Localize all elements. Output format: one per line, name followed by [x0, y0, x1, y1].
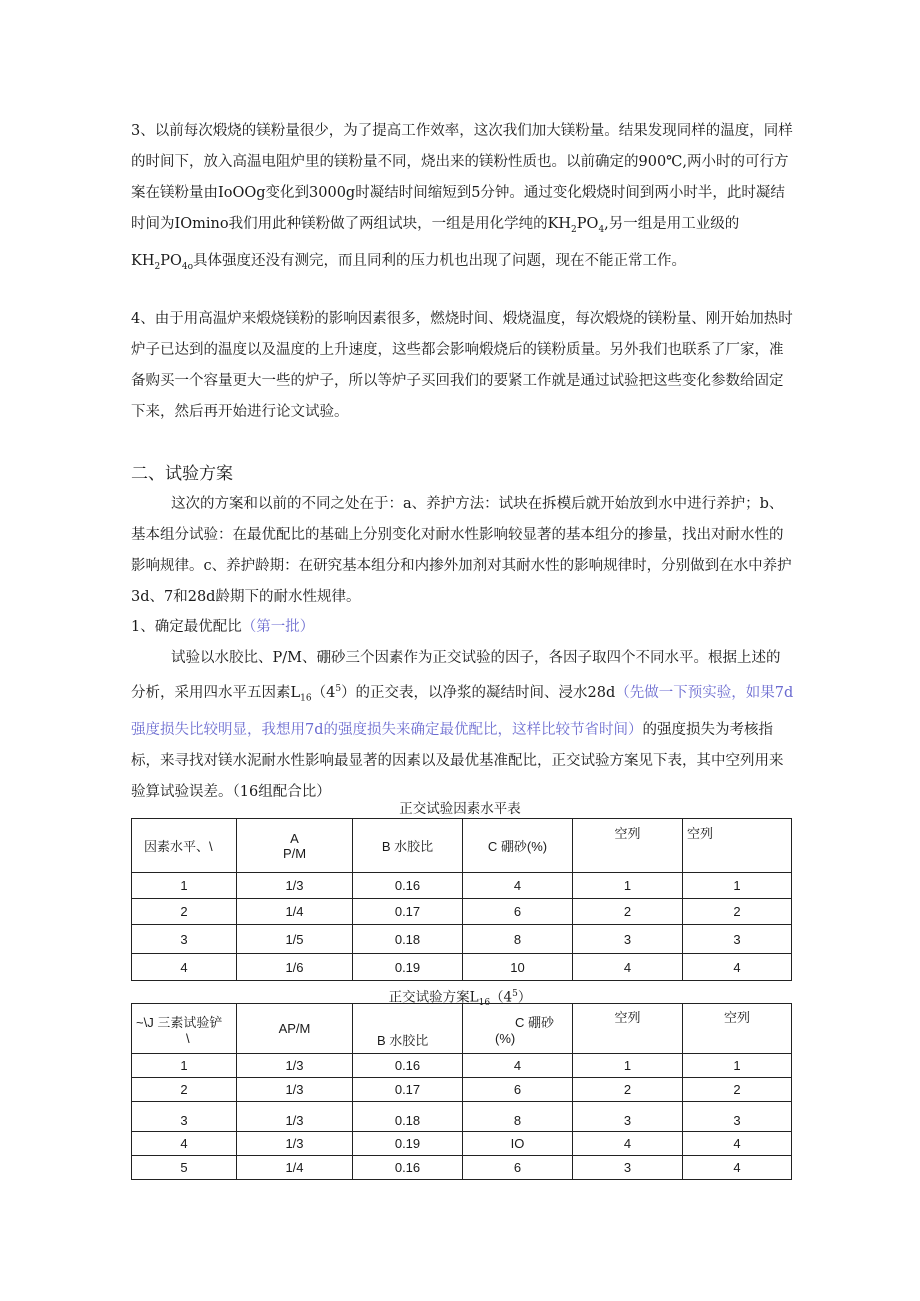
table1-cell: 1/5 — [237, 925, 353, 954]
table2-cell: 4 — [683, 1156, 792, 1180]
paragraph-4: 4、由于用高温炉来煅烧镁粉的影响因素很多，燃烧时间、煅烧温度，每次煅烧的镁粉量、刚开始加热时炉子已达到的温度以及温度的上升速度，这些都会影响煅烧后的镁粉质量。另外我们也联系了厂家，准备购买一个容量更大一些的炉子，所以等炉子买回我们的要紧工作就是通过试验把这些变化参数给固定下来，然后再开始进行论文试验。 — [131, 311, 793, 420]
test-text-d: 的强度损失为考核指标，来寻找对镁水泥耐水性影响最显著的因素以及最优基准配比，正交试验方案见下表，其中空列用来验算试验误差。（16组配合比） — [131, 721, 784, 800]
table-row — [132, 899, 792, 925]
table2-cell: 2 — [573, 1078, 683, 1102]
table1-cell: 4 — [683, 954, 792, 981]
table2-cell: 3 — [683, 1102, 792, 1132]
table1-cell: 2 — [683, 899, 792, 925]
table2-cell: 0.19 — [353, 1132, 463, 1156]
table1-header-a-line2: P/M — [282, 845, 307, 861]
subsection-note: （第一批） — [241, 619, 315, 635]
table1-cell: 1 — [132, 873, 237, 899]
factor-level-table — [131, 818, 792, 981]
table2-cell: 6 — [463, 1078, 573, 1102]
table1-cell: 0.19 — [353, 954, 463, 981]
table2-cell: 4 — [573, 1132, 683, 1156]
p3-sub-1: 2 — [571, 224, 577, 235]
table2-cell: 1/4 — [237, 1156, 353, 1180]
table2-caption-sub: 16 — [478, 998, 491, 1009]
table2-header-row — [132, 1004, 792, 1054]
table1-cell: 10 — [463, 954, 573, 981]
table2-header-empty-1: 空列 — [573, 1004, 683, 1054]
p3-text-e: 具体强度还没有测完，而且同利的压力机也出现了问题，现在不能正常工作。 — [193, 252, 687, 269]
table-row — [132, 925, 792, 954]
table1-cell: 3 — [683, 925, 792, 954]
table2-cell: 3 — [132, 1102, 237, 1132]
table-row — [132, 1102, 792, 1132]
test-text-b: （4 — [311, 684, 336, 701]
paragraph-3 — [131, 116, 794, 283]
table2-cell: 4 — [463, 1054, 573, 1078]
table2-cell: IO — [463, 1132, 573, 1156]
table2-cell: 4 — [683, 1132, 792, 1156]
table2-cell: 1/3 — [237, 1102, 353, 1132]
table-row — [132, 1078, 792, 1102]
section-heading: 二、试验方案 — [131, 464, 233, 484]
test-text-a: 试验以水胶比、P/M、硼砂三个因素作为正交试验的因子，各因子取四个不同水平。根据上述的分析，采用四水平五因素L — [131, 650, 781, 701]
p3-text-d: PO — [160, 252, 182, 269]
table2-header-c — [463, 1004, 573, 1054]
table-row — [132, 873, 792, 899]
table2-header-b: B 水胶比 — [353, 1004, 463, 1054]
subsection-title — [131, 612, 794, 643]
table-row — [132, 1132, 792, 1156]
table2-header-factor-line1: ~\J 三素试验铲 — [136, 1014, 223, 1030]
table1-cell: 0.16 — [353, 873, 463, 899]
table2-cell: 6 — [463, 1156, 573, 1180]
scheme-paragraph: 这次的方案和以前的不同之处在于：a、养护方法：试块在拆模后就开始放到水中进行养护；b、基本组分试验：在最优配比的基础上分别变化对耐水性影响较显著的基本组分的掺量，找出对耐水性的影响规律。c、养护龄期：在研究基本组分和内掺外加剂对其耐水性的影响规律时，分别做到在水中养护3d、7和28d龄期下的耐水性规律。 — [131, 496, 792, 605]
table2-cell: 1/3 — [237, 1054, 353, 1078]
table2-caption-b: （4 — [490, 989, 513, 1006]
test-note: （先做一下预实验，如果7d强度损失比较明显，我想用7d的强度损失来确定最优配比，这样比较节省时间） — [131, 684, 794, 738]
table1-cell: 1/3 — [237, 873, 353, 899]
table2-cell: 3 — [573, 1156, 683, 1180]
p3-sub-2: 4 — [598, 224, 605, 235]
table2-caption-a: 正交试验方案L — [388, 989, 479, 1006]
table1-cell: 2 — [132, 899, 237, 925]
p3-sub-3: 2 — [154, 261, 161, 272]
table2-cell: 0.16 — [353, 1156, 463, 1180]
table2-header-factor-line2: \ — [186, 1030, 190, 1046]
table1-cell: 1/4 — [237, 899, 353, 925]
table1-cell: 3 — [573, 925, 683, 954]
table1-header-c: C 硼砂(%) — [463, 819, 573, 873]
table2-cell: 1/3 — [237, 1078, 353, 1102]
p3-text-b: PO — [576, 216, 599, 232]
table2-cell: 5 — [132, 1156, 237, 1180]
p3-text-c: ,另一组是用工业级的KH — [131, 216, 740, 269]
table1-caption: 正交试验因素水平表 — [399, 801, 521, 817]
table-row — [132, 1054, 792, 1078]
table1-header-row — [132, 819, 792, 873]
table1-cell: 0.17 — [353, 899, 463, 925]
table1-cell: 1 — [573, 873, 683, 899]
table1-cell: 2 — [573, 899, 683, 925]
table2-cell: 1/3 — [237, 1132, 353, 1156]
table1-cell: 8 — [463, 925, 573, 954]
table1-header-a-line1: A — [290, 830, 299, 846]
table1-cell: 4 — [573, 954, 683, 981]
table2-cell: 1 — [683, 1054, 792, 1078]
table1-cell: 1 — [683, 873, 792, 899]
table2-header-empty-2: 空列 — [683, 1004, 792, 1054]
table1-cell: 4 — [132, 954, 237, 981]
table-row — [132, 1156, 792, 1180]
orthogonal-scheme-table — [131, 1003, 792, 1180]
table2-header-c-line1: C 硼砂 — [514, 1014, 554, 1030]
table2-cell: 1 — [132, 1054, 237, 1078]
table1-cell: 6 — [463, 899, 573, 925]
table2-cell: 0.17 — [353, 1078, 463, 1102]
table2-caption-c: ） — [517, 989, 532, 1006]
table-row — [132, 954, 792, 981]
table1-cell: 1/6 — [237, 954, 353, 981]
subsection-title-text: 1、确定最优配比 — [131, 619, 242, 635]
table2-cell: 0.16 — [353, 1054, 463, 1078]
table2-cell: 0.18 — [353, 1102, 463, 1132]
table1-header-a — [237, 819, 353, 873]
table2-cell: 2 — [683, 1078, 792, 1102]
p3-text-a: 3、以前每次煅烧的镁粉量很少，为了提高工作效率，这次我们加大镁粉量。结果发现同样的温度，同样的时间下，放入高温电阻炉里的镁粉量不同，烧出来的镁粉性质也。以前确定的900℃,两小时的可行方案在镁粉量由IoOOg变化到3000g时凝结时间缩短到5分钟。通过变化煅烧时间到两小时半，此时凝结时间为IOmino我们用此种镁粉做了两组试块，一组是用化学纯的KH — [131, 123, 793, 232]
table1-cell: 4 — [463, 873, 573, 899]
table1-header-b: B 水胶比 — [353, 819, 463, 873]
table2-header-factor — [132, 1004, 237, 1054]
table2-header-c-line2: (%) — [495, 1030, 516, 1046]
table1-header-empty-2: 空列 — [683, 819, 792, 873]
table2-cell: 2 — [132, 1078, 237, 1102]
test-sup: 5 — [335, 684, 342, 694]
table2-cell: 8 — [463, 1102, 573, 1132]
table1-cell: 3 — [132, 925, 237, 954]
table2-header-a: AP/M — [237, 1004, 353, 1054]
table2-caption-sup: 5 — [512, 989, 518, 999]
p3-sub-4: 4o — [181, 261, 194, 272]
test-paragraph — [131, 643, 794, 808]
table2-cell: 4 — [132, 1132, 237, 1156]
table1-header-empty-1: 空列 — [573, 819, 683, 873]
test-sub: 16 — [300, 693, 312, 704]
table2-cell: 3 — [573, 1102, 683, 1132]
table2-cell: 1 — [573, 1054, 683, 1078]
table1-header-factor: 因素水平、\ — [132, 819, 237, 873]
table1-cell: 0.18 — [353, 925, 463, 954]
test-text-c: ）的正交表，以净浆的凝结时间、浸水28d — [341, 684, 616, 701]
